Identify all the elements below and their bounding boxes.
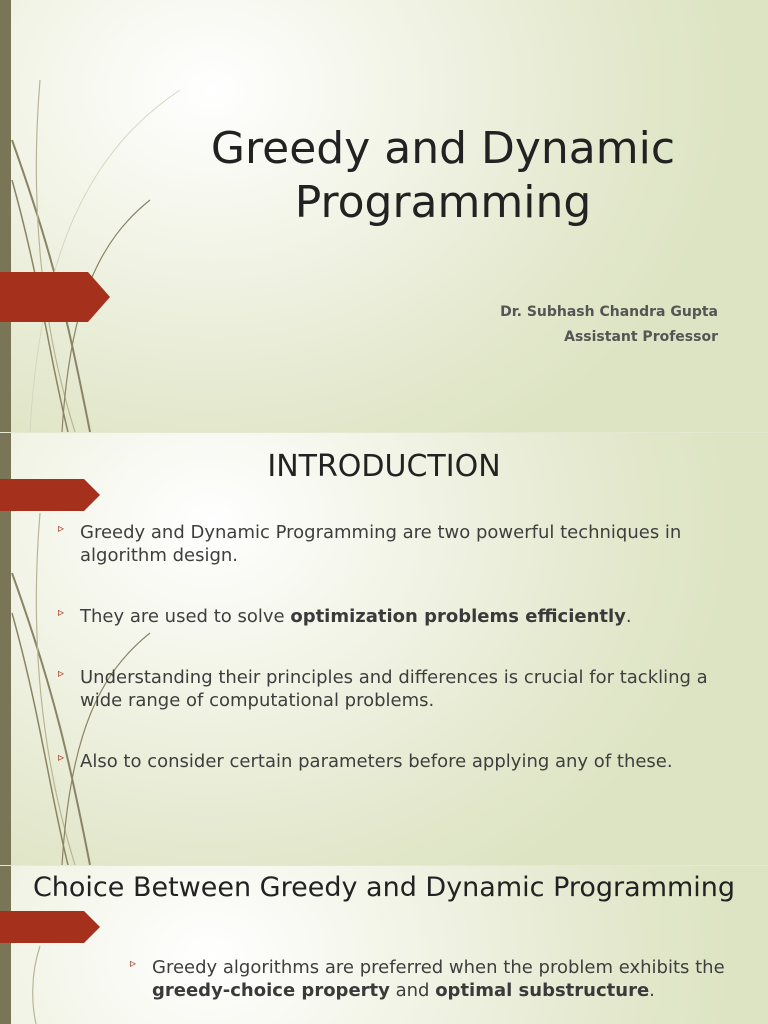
choice-slide [0,866,768,1024]
arrow-tab-icon [0,911,100,943]
arrow-tab-icon [0,272,110,322]
author-role: Assistant Professor [564,329,718,345]
slide-title: Greedy and Dynamic Programming [210,123,676,228]
author-name: Dr. Subhash Chandra Gupta [500,304,718,320]
bullet-item: ▹ They are used to solve optimization problems efficiently. [58,605,632,627]
slide-heading: Choice Between Greedy and Dynamic Programming [32,872,736,903]
arrow-bullet-icon: ▹ [58,605,65,619]
arrow-bullet-icon: ▹ [58,521,65,535]
title-slide [0,0,768,432]
arrow-bullet-icon: ▹ [58,666,65,680]
bullet-item: ▹ Also to consider certain parameters before applying any of these. [58,750,673,772]
arrow-bullet-icon: ▹ [58,750,65,764]
bullet-list [58,521,708,811]
bullet-list [130,956,750,1002]
arrow-bullet-icon: ▹ [130,956,137,970]
slide-heading: INTRODUCTION [267,449,501,484]
bullet-item: ▹ Understanding their principles and differences is crucial for tackling a wide range of computational problems. [58,666,708,711]
introduction-slide [0,433,768,865]
bullet-item: ▹ Greedy and Dynamic Programming are two powerful techniques in algorithm design. [58,521,682,566]
side-rail [0,0,11,432]
bullet-item: ▹ Greedy algorithms are preferred when the problem exhibits the greedy-choice property and optimal substructure. [130,956,725,1001]
